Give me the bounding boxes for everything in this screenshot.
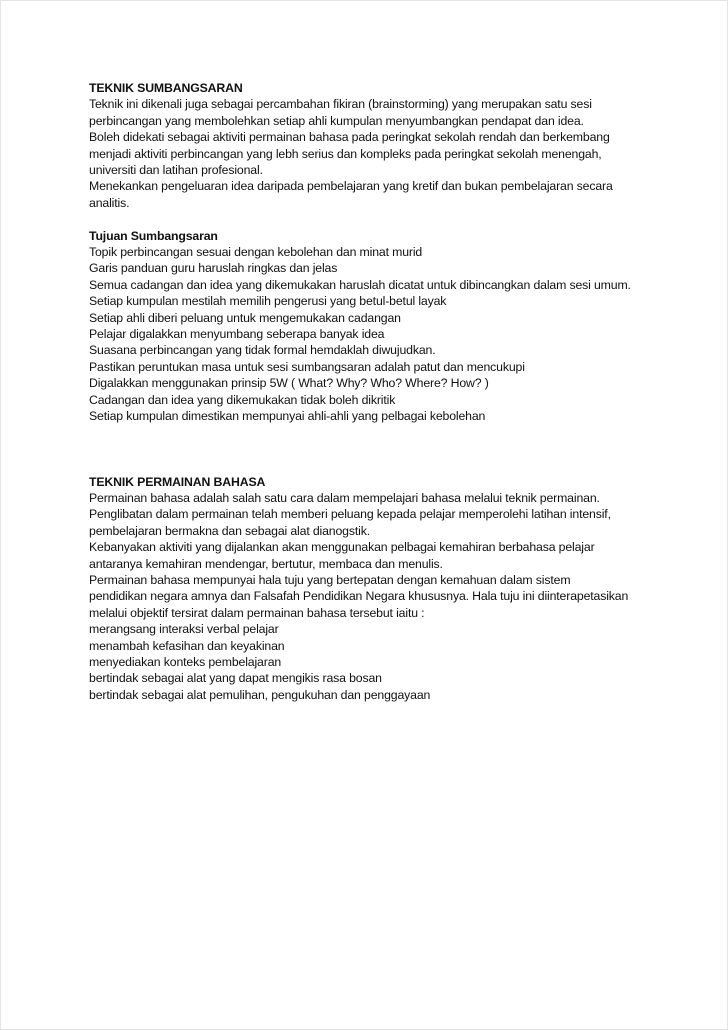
spacer	[89, 211, 669, 227]
section-heading-tujuan-sumbangsaran: Tujuan Sumbangsaran	[89, 228, 218, 243]
list-item: Suasana perbincangan yang tidak formal hemdaklah diwujudkan.	[89, 343, 436, 358]
text-line: analitis.	[89, 195, 130, 210]
section-body-teknik-permainan-bahasa	[89, 490, 669, 703]
list-item: Pastikan peruntukan masa untuk sesi sumbangsaran adalah patut dan mencukupi	[89, 359, 525, 374]
text-line: Kebanyakan aktiviti yang dijalankan akan menggunakan pelbagai kemahiran berbahasa pelajar	[89, 540, 595, 555]
section-body-teknik-sumbangsaran	[89, 96, 669, 211]
text-line: antaranya kemahiran mendengar, bertutur, membaca dan menulis.	[89, 556, 443, 571]
text-line: Teknik ini dikenali juga sebagai percambahan fikiran (brainstorming) yang merupakan satu sesi	[89, 97, 592, 112]
section-body-tujuan-sumbangsaran	[89, 244, 669, 424]
spacer	[89, 425, 669, 474]
text-line: menjadi aktiviti perbincangan yang lebh serius dan kompleks pada peringkat sekolah menengah,	[89, 146, 602, 161]
text-line: universiti dan latihan profesional.	[89, 163, 263, 178]
text-line: Boleh didekati sebagai aktiviti permainan bahasa pada peringkat sekolah rendah dan berkembang	[89, 130, 610, 145]
list-item: Semua cadangan dan idea yang dikemukakan haruslah dicatat untuk dibincangkan dalam sesi umum.	[89, 277, 631, 292]
text-line: pembelajaran bermakna dan sebagai alat dianogstik.	[89, 523, 370, 538]
list-item: Setiap kumpulan dimestikan mempunyai ahli-ahli yang pelbagai kebolehan	[89, 409, 486, 424]
document-content	[89, 80, 669, 703]
list-item: bertindak sebagai alat pemulihan, pengukuhan dan penggayaan	[89, 687, 431, 702]
text-line: Penglibatan dalam permainan telah memberi peluang kepada pelajar memperolehi latihan intensif,	[89, 507, 611, 522]
list-item: menambah kefasihan dan keyakinan	[89, 638, 285, 653]
list-item: Setiap ahli diberi peluang untuk mengemukakan cadangan	[89, 310, 401, 325]
list-item: Digalakkan menggunakan prinsip 5W ( What? Why? Who? Where? How? )	[89, 376, 489, 391]
text-line: perbincangan yang membolehkan setiap ahli kumpulan menyumbangkan pendapat dan idea.	[89, 113, 584, 128]
text-line: Permainan bahasa adalah salah satu cara dalam mempelajari bahasa melalui teknik permainan.	[89, 490, 600, 505]
list-item: Garis panduan guru haruslah ringkas dan jelas	[89, 261, 338, 276]
section-heading-teknik-sumbangsaran: TEKNIK SUMBANGSARAN	[89, 81, 243, 95]
list-item: Topik perbincangan sesuai dengan kebolehan dan minat murid	[89, 245, 423, 260]
section-heading-teknik-permainan-bahasa: TEKNIK PERMAINAN BAHASA	[89, 474, 266, 489]
list-item: Cadangan dan idea yang dikemukakan tidak boleh dikritik	[89, 392, 396, 407]
list-item: bertindak sebagai alat yang dapat mengikis rasa bosan	[89, 671, 382, 686]
list-item: merangsang interaksi verbal pelajar	[89, 622, 279, 637]
list-item: Pelajar digalakkan menyumbang seberapa banyak idea	[89, 327, 385, 342]
list-item: menyediakan konteks pembelajaran	[89, 654, 282, 669]
list-item: Setiap kumpulan mestilah memilih pengerusi yang betul-betul layak	[89, 294, 447, 309]
text-line: Permainan bahasa mempunyai hala tuju yang bertepatan dengan kemahuan dalam sistem	[89, 572, 571, 587]
text-line: melalui objektif tersirat dalam permainan bahasa tersebut iaitu :	[89, 605, 425, 620]
text-line: Menekankan pengeluaran idea daripada pembelajaran yang kretif dan bukan pembelajaran secara	[89, 179, 613, 194]
text-line: pendidikan negara amnya dan Falsafah Pendidikan Negara khususnya. Hala tuju ini diinterapetasikan	[89, 589, 629, 604]
